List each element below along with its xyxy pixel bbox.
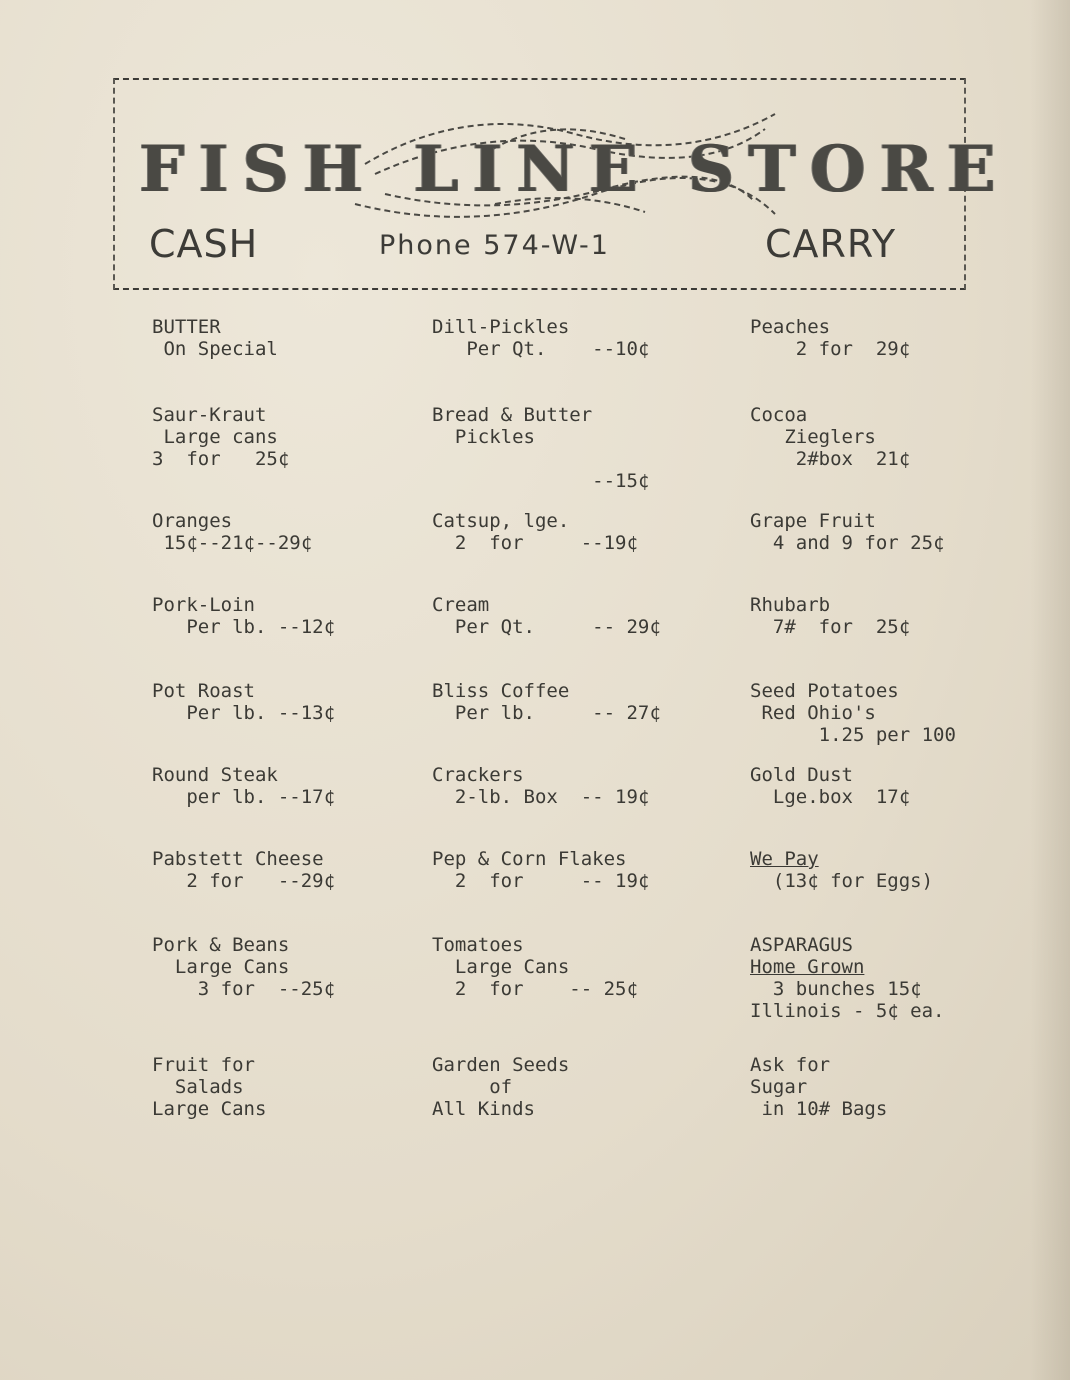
price-item <box>152 594 335 638</box>
item-name: Pot Roast <box>152 680 255 702</box>
price-item <box>432 1054 569 1120</box>
price-item <box>152 680 335 724</box>
item-name: Grape Fruit <box>750 510 876 532</box>
item-detail: Red Ohio's <box>750 702 876 724</box>
item-detail: 2#box 21¢ <box>750 448 911 470</box>
price-item <box>152 848 335 892</box>
item-detail: Large Cans <box>432 956 570 978</box>
item-detail: of <box>432 1076 513 1098</box>
item-name: Seed Potatoes <box>750 680 899 702</box>
item-name: Pep & Corn Flakes <box>432 848 627 870</box>
price-item <box>152 764 335 808</box>
price-item <box>750 934 944 1022</box>
banner-phone: Phone 574-W-1 <box>379 230 610 261</box>
item-name: BUTTER <box>152 316 221 338</box>
item-detail: --15¢ <box>432 470 650 492</box>
item-detail: Home Grown <box>750 956 865 978</box>
item-name: Pork & Beans <box>152 934 290 956</box>
item-detail: 1.25 per 100 <box>750 724 956 746</box>
item-detail: Per lb. --12¢ <box>152 616 336 638</box>
item-detail: Illinois - 5¢ ea. <box>750 1000 945 1022</box>
item-name: Cocoa <box>750 404 808 426</box>
item-detail: 3 bunches 15¢ <box>750 978 922 1000</box>
price-item <box>152 404 289 470</box>
item-detail: Salads <box>152 1076 244 1098</box>
price-item <box>152 1054 266 1120</box>
item-detail: 2 for -- 25¢ <box>432 978 638 1000</box>
price-item <box>432 510 638 554</box>
item-detail: Pickles <box>432 426 535 448</box>
item-name: Cream <box>432 594 490 616</box>
page-edge-shadow <box>1030 0 1070 1380</box>
price-item <box>432 764 649 808</box>
item-name: Round Steak <box>152 764 278 786</box>
price-item <box>750 404 910 470</box>
item-name: Crackers <box>432 764 524 786</box>
item-detail: Per lb. -- 27¢ <box>432 702 661 724</box>
item-detail: On Special <box>152 338 278 360</box>
item-detail: 3 for 25¢ <box>152 448 290 470</box>
item-detail: 2 for 29¢ <box>750 338 911 360</box>
item-detail: (13¢ for Eggs) <box>750 870 934 892</box>
item-name: Dill-Pickles <box>432 316 570 338</box>
banner-cash: CASH <box>149 222 259 266</box>
price-item <box>152 316 278 360</box>
item-name: ASPARAGUS <box>750 934 853 956</box>
price-item <box>432 594 661 638</box>
price-item <box>750 848 933 892</box>
item-detail: 2 for -- 19¢ <box>432 870 650 892</box>
price-item <box>432 316 649 360</box>
price-item <box>152 934 335 1000</box>
item-name: Tomatoes <box>432 934 524 956</box>
item-name: Garden Seeds <box>432 1054 570 1076</box>
item-name: Pork-Loin <box>152 594 255 616</box>
item-detail: Lge.box 17¢ <box>750 786 911 808</box>
item-detail: 7# for 25¢ <box>750 616 911 638</box>
item-detail: 4 and 9 for 25¢ <box>750 532 945 554</box>
price-item <box>750 764 910 808</box>
item-detail: Large cans <box>152 426 278 448</box>
item-detail: per lb. --17¢ <box>152 786 336 808</box>
price-item <box>432 934 638 1000</box>
item-detail: 2 for --29¢ <box>152 870 336 892</box>
price-item <box>152 510 312 554</box>
item-detail: Per lb. --13¢ <box>152 702 336 724</box>
item-detail: in 10# Bags <box>750 1098 888 1120</box>
item-name: Bread & Butter <box>432 404 593 426</box>
store-banner <box>113 78 1010 290</box>
item-detail: Per Qt. -- 29¢ <box>432 616 661 638</box>
store-name: FISH LINE STORE <box>139 132 1010 207</box>
item-name: Pabstett Cheese <box>152 848 324 870</box>
item-detail: 2-lb. Box -- 19¢ <box>432 786 650 808</box>
item-name: Ask for <box>750 1054 831 1076</box>
item-detail: Large Cans <box>152 956 290 978</box>
item-detail: All Kinds <box>432 1098 535 1120</box>
price-item <box>750 316 910 360</box>
item-name: Fruit for <box>152 1054 255 1076</box>
item-name: Catsup, lge. <box>432 510 570 532</box>
item-name: Peaches <box>750 316 831 338</box>
item-detail: Large Cans <box>152 1098 267 1120</box>
item-name: Gold Dust <box>750 764 853 786</box>
item-detail <box>432 448 649 470</box>
item-name: Saur-Kraut <box>152 404 267 426</box>
price-item <box>432 404 649 492</box>
item-detail: Sugar <box>750 1076 808 1098</box>
price-item <box>750 510 944 554</box>
price-item <box>750 594 910 638</box>
price-item <box>432 848 649 892</box>
item-detail: 2 for --19¢ <box>432 532 638 554</box>
item-name: Rhubarb <box>750 594 831 616</box>
price-item <box>432 680 661 724</box>
item-detail: Zieglers <box>750 426 876 448</box>
item-name: We Pay <box>750 848 819 870</box>
item-detail: 15¢--21¢--29¢ <box>152 532 313 554</box>
banner-carry: CARRY <box>765 222 897 266</box>
price-item <box>750 680 956 746</box>
item-detail: 3 for --25¢ <box>152 978 336 1000</box>
item-name: Bliss Coffee <box>432 680 570 702</box>
price-item <box>750 1054 887 1120</box>
item-detail: Per Qt. --10¢ <box>432 338 650 360</box>
item-name: Oranges <box>152 510 233 532</box>
